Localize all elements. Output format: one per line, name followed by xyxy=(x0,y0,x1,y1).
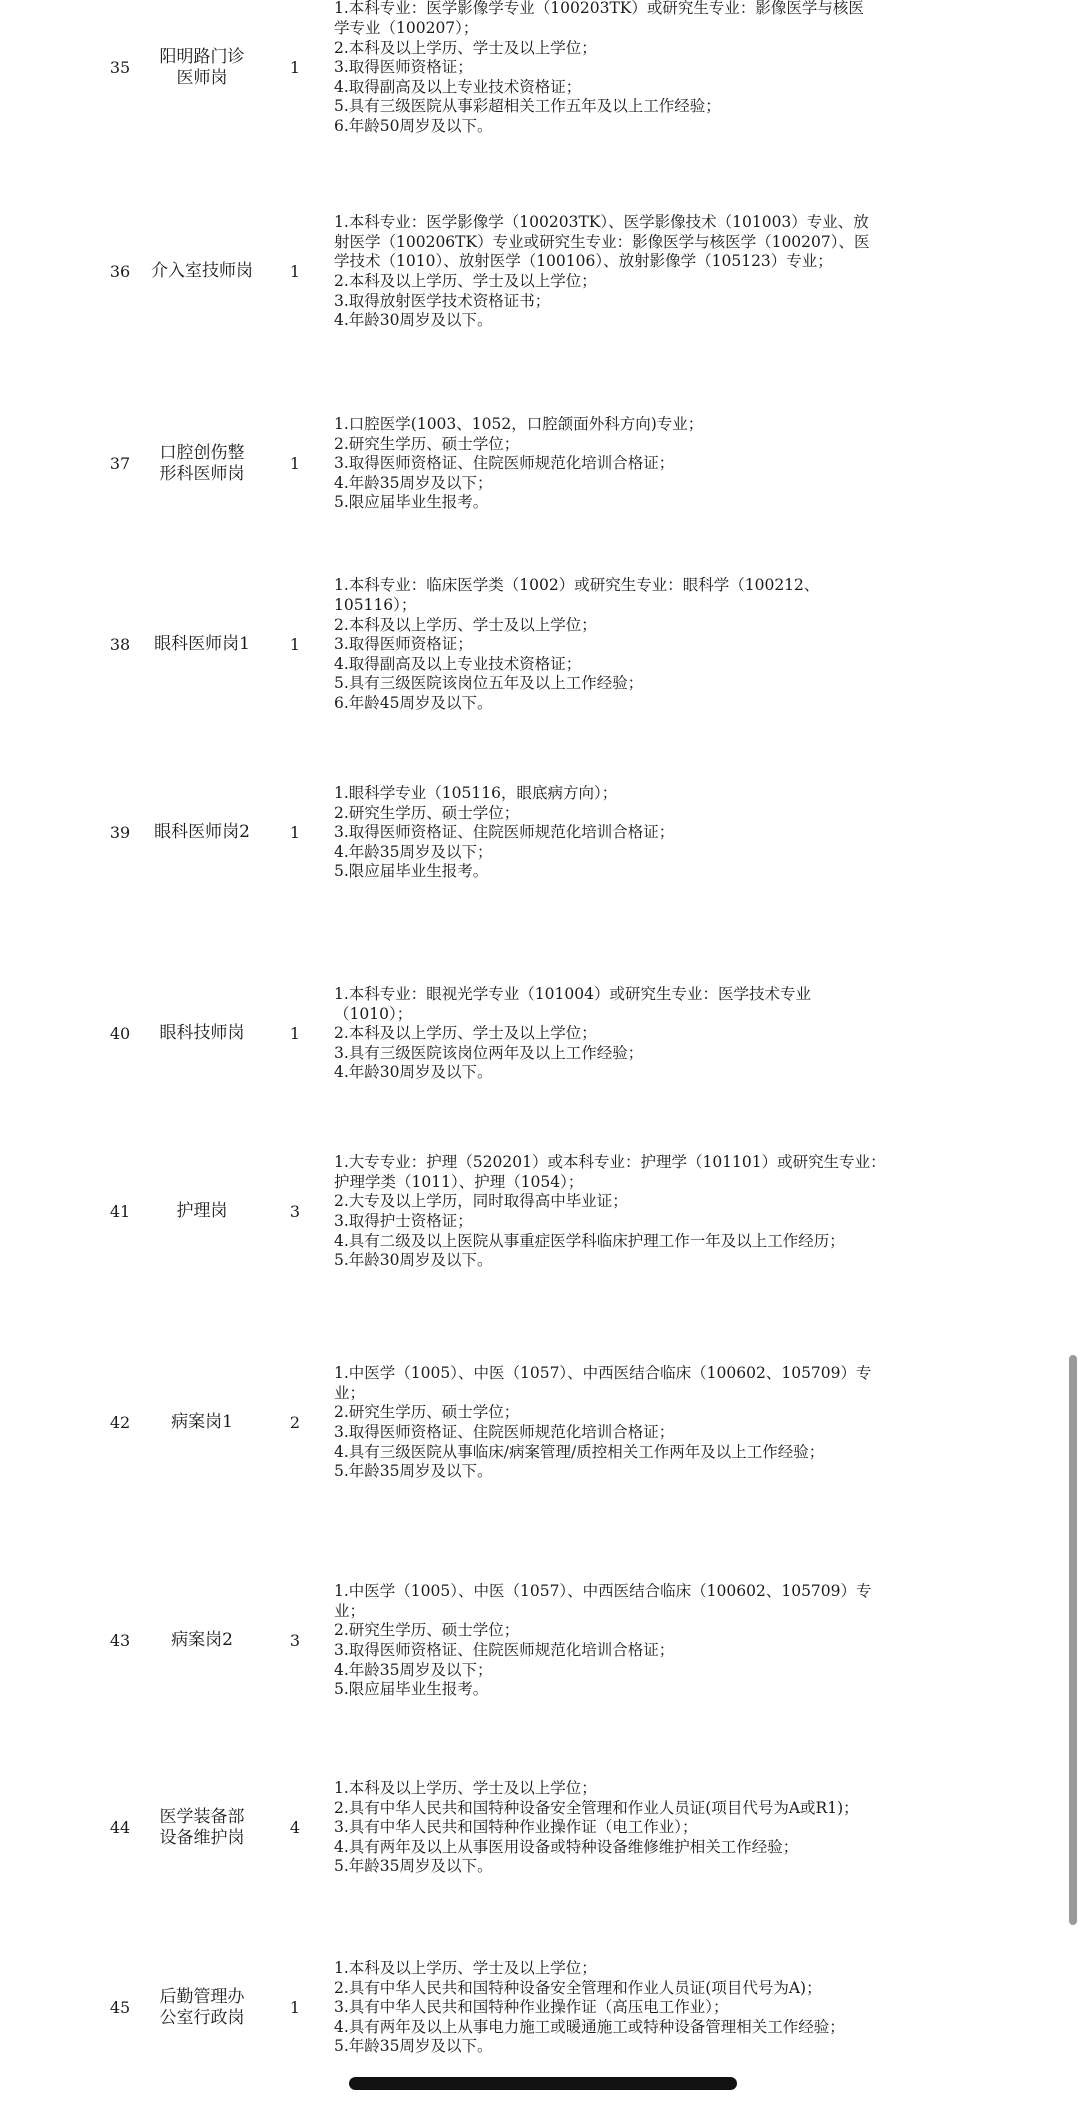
requirement-line: 1.本科专业：眼视光学专业（101004）或研究生专业：医学技术专业 xyxy=(334,985,811,1003)
requirement-line: 4.具有两年及以上从事医用设备或特种设备维修维护相关工作经验； xyxy=(334,1837,799,1856)
requirement-line: 1.本科专业：临床医学类（1002）或研究生专业：眼科学（100212、 xyxy=(334,576,820,595)
post-name: 眼科医师岗1 xyxy=(154,634,250,654)
requirement-line: 5.具有三级医院该岗位五年及以上工作经验； xyxy=(334,674,644,693)
requirement-line: 3.具有中华人民共和国特种作业操作证（电工作业）； xyxy=(334,1818,698,1837)
requirements xyxy=(334,1582,914,1700)
requirement-line: 3.具有中华人民共和国特种作业操作证（高压电工作业）； xyxy=(334,1998,729,2017)
recruit-count: 4 xyxy=(289,1818,301,1837)
requirement-line: 1.本科专业：医学影像学专业（100203TK）或研究生专业：影像医学与核医 xyxy=(334,0,864,18)
post-name: 口腔创伤整 形科医师岗 xyxy=(159,443,245,484)
requirement-line: 4.具有两年及以上从事电力施工或暖通施工或特种设备管理相关工作经验； xyxy=(334,2017,845,2036)
requirement-line: 5.限应届毕业生报考。 xyxy=(334,862,489,881)
recruit-count: 1 xyxy=(289,1998,301,2017)
requirement-line: 1.中医学（1005）、中医（1057）、中西医结合临床（100602、105709）专 xyxy=(334,1364,872,1383)
requirement-line: 105116）； xyxy=(334,595,417,614)
post-name: 眼科技师岗 xyxy=(159,1023,245,1043)
requirement-line: 1.本科及以上学历、学士及以上学位； xyxy=(334,1779,597,1797)
requirement-line: 2.本科及以上学历、学士及以上学位； xyxy=(334,38,597,57)
recruit-count: 1 xyxy=(289,58,301,77)
requirement-line: 学专业（100207）； xyxy=(334,19,479,37)
requirement-line: 3.取得护士资格证； xyxy=(334,1211,473,1230)
recruit-count: 1 xyxy=(289,454,301,473)
requirements xyxy=(334,1153,914,1271)
requirement-line: 1.本科专业：医学影像学（100203TK）、医学影像技术（101003）专业、放 xyxy=(334,213,869,232)
requirements xyxy=(334,213,914,331)
recruit-count: 1 xyxy=(289,823,301,842)
scrollbar[interactable] xyxy=(1069,1355,1077,1925)
requirement-line: 2.具有中华人民共和国特种设备安全管理和作业人员证(项目代号为A)； xyxy=(334,1978,822,1997)
requirement-line: 2.研究生学历、硕士学位； xyxy=(334,803,520,822)
post-name: 病案岗1 xyxy=(171,1412,233,1432)
requirement-line: 2.研究生学历、硕士学位； xyxy=(334,1621,520,1640)
requirement-line: 2.大专及以上学历，同时取得高中毕业证； xyxy=(334,1192,628,1211)
requirements xyxy=(334,415,914,513)
post-name: 医学装备部 设备维护岗 xyxy=(159,1807,245,1848)
row-number: 45 xyxy=(109,1998,131,2017)
requirements xyxy=(334,1779,914,1877)
row-number: 43 xyxy=(109,1631,131,1650)
requirement-line: 学技术（1010）、放射医学（100106）、放射影像学（105123）专业； xyxy=(334,252,833,271)
requirement-line: 2.具有中华人民共和国特种设备安全管理和作业人员证(项目代号为A或R1)； xyxy=(334,1798,859,1817)
post-name: 护理岗 xyxy=(176,1201,228,1221)
requirement-line: 3.取得放射医学技术资格证书； xyxy=(334,291,551,310)
row-number: 35 xyxy=(109,58,131,77)
requirements xyxy=(334,1364,914,1482)
requirement-line: 3.取得医师资格证、住院医师规范化培训合格证； xyxy=(334,1422,675,1441)
recruit-count: 1 xyxy=(289,635,301,654)
row-number: 38 xyxy=(109,635,131,654)
recruit-count: 3 xyxy=(289,1202,301,1221)
requirements xyxy=(334,784,914,882)
requirement-line: 4.取得副高及以上专业技术资格证； xyxy=(334,77,582,96)
requirement-line: 3.取得医师资格证、住院医师规范化培训合格证； xyxy=(334,823,675,842)
requirement-line: 4.年龄35周岁及以下； xyxy=(334,1660,493,1679)
requirement-line: 5.限应届毕业生报考。 xyxy=(334,1680,489,1699)
requirement-line: 3.取得医师资格证、住院医师规范化培训合格证； xyxy=(334,454,675,473)
post-name: 眼科医师岗2 xyxy=(154,822,250,842)
requirement-line: 4.取得副高及以上专业技术资格证； xyxy=(334,654,582,673)
requirement-line: 1.大专专业：护理（520201）或本科专业：护理学（101101）或研究生专业： xyxy=(334,1153,886,1172)
requirement-line: 1.中医学（1005）、中医（1057）、中西医结合临床（100602、105709）专 xyxy=(334,1582,872,1601)
requirement-line: 3.取得医师资格证； xyxy=(334,58,473,77)
requirement-line: 6.年龄50周岁及以下。 xyxy=(334,116,493,135)
requirement-line: 5.年龄35周岁及以下。 xyxy=(334,1857,493,1876)
requirement-line: 2.本科及以上学历、学士及以上学位； xyxy=(334,271,597,290)
requirements xyxy=(334,1959,914,2057)
requirement-line: 3.具有三级医院该岗位两年及以上工作经验； xyxy=(334,1043,644,1062)
post-name: 病案岗2 xyxy=(171,1630,233,1650)
requirement-line: 5.具有三级医院从事彩超相关工作五年及以上工作经验； xyxy=(334,97,721,116)
row-number: 40 xyxy=(109,1024,131,1043)
requirement-line: 3.取得医师资格证、住院医师规范化培训合格证； xyxy=(334,1640,675,1659)
requirement-line: 6.年龄45周岁及以下。 xyxy=(334,693,493,712)
row-number: 41 xyxy=(109,1202,131,1221)
requirement-line: 1.眼科学专业（105116，眼底病方向）； xyxy=(334,784,618,802)
requirement-line: 1.口腔医学(1003、1052，口腔颌面外科方向)专业； xyxy=(334,415,704,433)
requirement-line: 1.本科及以上学历、学士及以上学位； xyxy=(334,1959,597,1977)
requirement-line: 4.年龄30周岁及以下。 xyxy=(334,311,493,330)
requirement-line: 5.年龄30周岁及以下。 xyxy=(334,1251,493,1270)
requirement-line: 2.研究生学历、硕士学位； xyxy=(334,434,520,453)
requirement-line: 4.具有二级及以上医院从事重症医学科临床护理工作一年及以上工作经历； xyxy=(334,1231,845,1250)
requirement-line: 2.本科及以上学历、学士及以上学位； xyxy=(334,1024,597,1043)
requirements xyxy=(334,985,914,1083)
row-number: 42 xyxy=(109,1413,131,1432)
requirement-line: 5.年龄35周岁及以下。 xyxy=(334,1462,493,1481)
requirement-line: 4.年龄35周岁及以下； xyxy=(334,842,493,861)
requirement-line: 5.年龄35周岁及以下。 xyxy=(334,2037,493,2056)
requirement-line: 业； xyxy=(334,1383,366,1402)
post-name: 阳明路门诊 医师岗 xyxy=(159,47,245,88)
recruit-count: 1 xyxy=(289,262,301,281)
recruit-count: 1 xyxy=(289,1024,301,1043)
home-indicator[interactable] xyxy=(349,2077,737,2090)
requirement-line: 护理学类（1011）、护理（1054）； xyxy=(334,1172,584,1191)
requirement-line: 4.年龄35周岁及以下； xyxy=(334,473,493,492)
recruit-count: 3 xyxy=(289,1631,301,1650)
requirement-line: 4.具有三级医院从事临床/病案管理/质控相关工作两年及以上工作经验； xyxy=(334,1442,825,1461)
row-number: 39 xyxy=(109,823,131,842)
row-number: 44 xyxy=(109,1818,131,1837)
post-name: 后勤管理办 公室行政岗 xyxy=(159,1987,245,2028)
requirement-line: 业； xyxy=(334,1601,366,1620)
requirements xyxy=(334,576,914,713)
requirement-line: 2.本科及以上学历、学士及以上学位； xyxy=(334,615,597,634)
row-number: 37 xyxy=(109,454,131,473)
post-name: 介入室技师岗 xyxy=(151,261,253,281)
requirements xyxy=(334,0,914,137)
requirement-line: （1010）； xyxy=(334,1004,413,1023)
requirement-line: 3.取得医师资格证； xyxy=(334,635,473,654)
row-number: 36 xyxy=(109,262,131,281)
recruit-count: 2 xyxy=(289,1413,301,1432)
requirement-line: 5.限应届毕业生报考。 xyxy=(334,493,489,512)
requirement-line: 2.研究生学历、硕士学位； xyxy=(334,1403,520,1422)
requirement-line: 射医学（100206TK）专业或研究生专业：影像医学与核医学（100207）、医 xyxy=(334,232,870,251)
requirement-line: 4.年龄30周岁及以下。 xyxy=(334,1063,493,1082)
